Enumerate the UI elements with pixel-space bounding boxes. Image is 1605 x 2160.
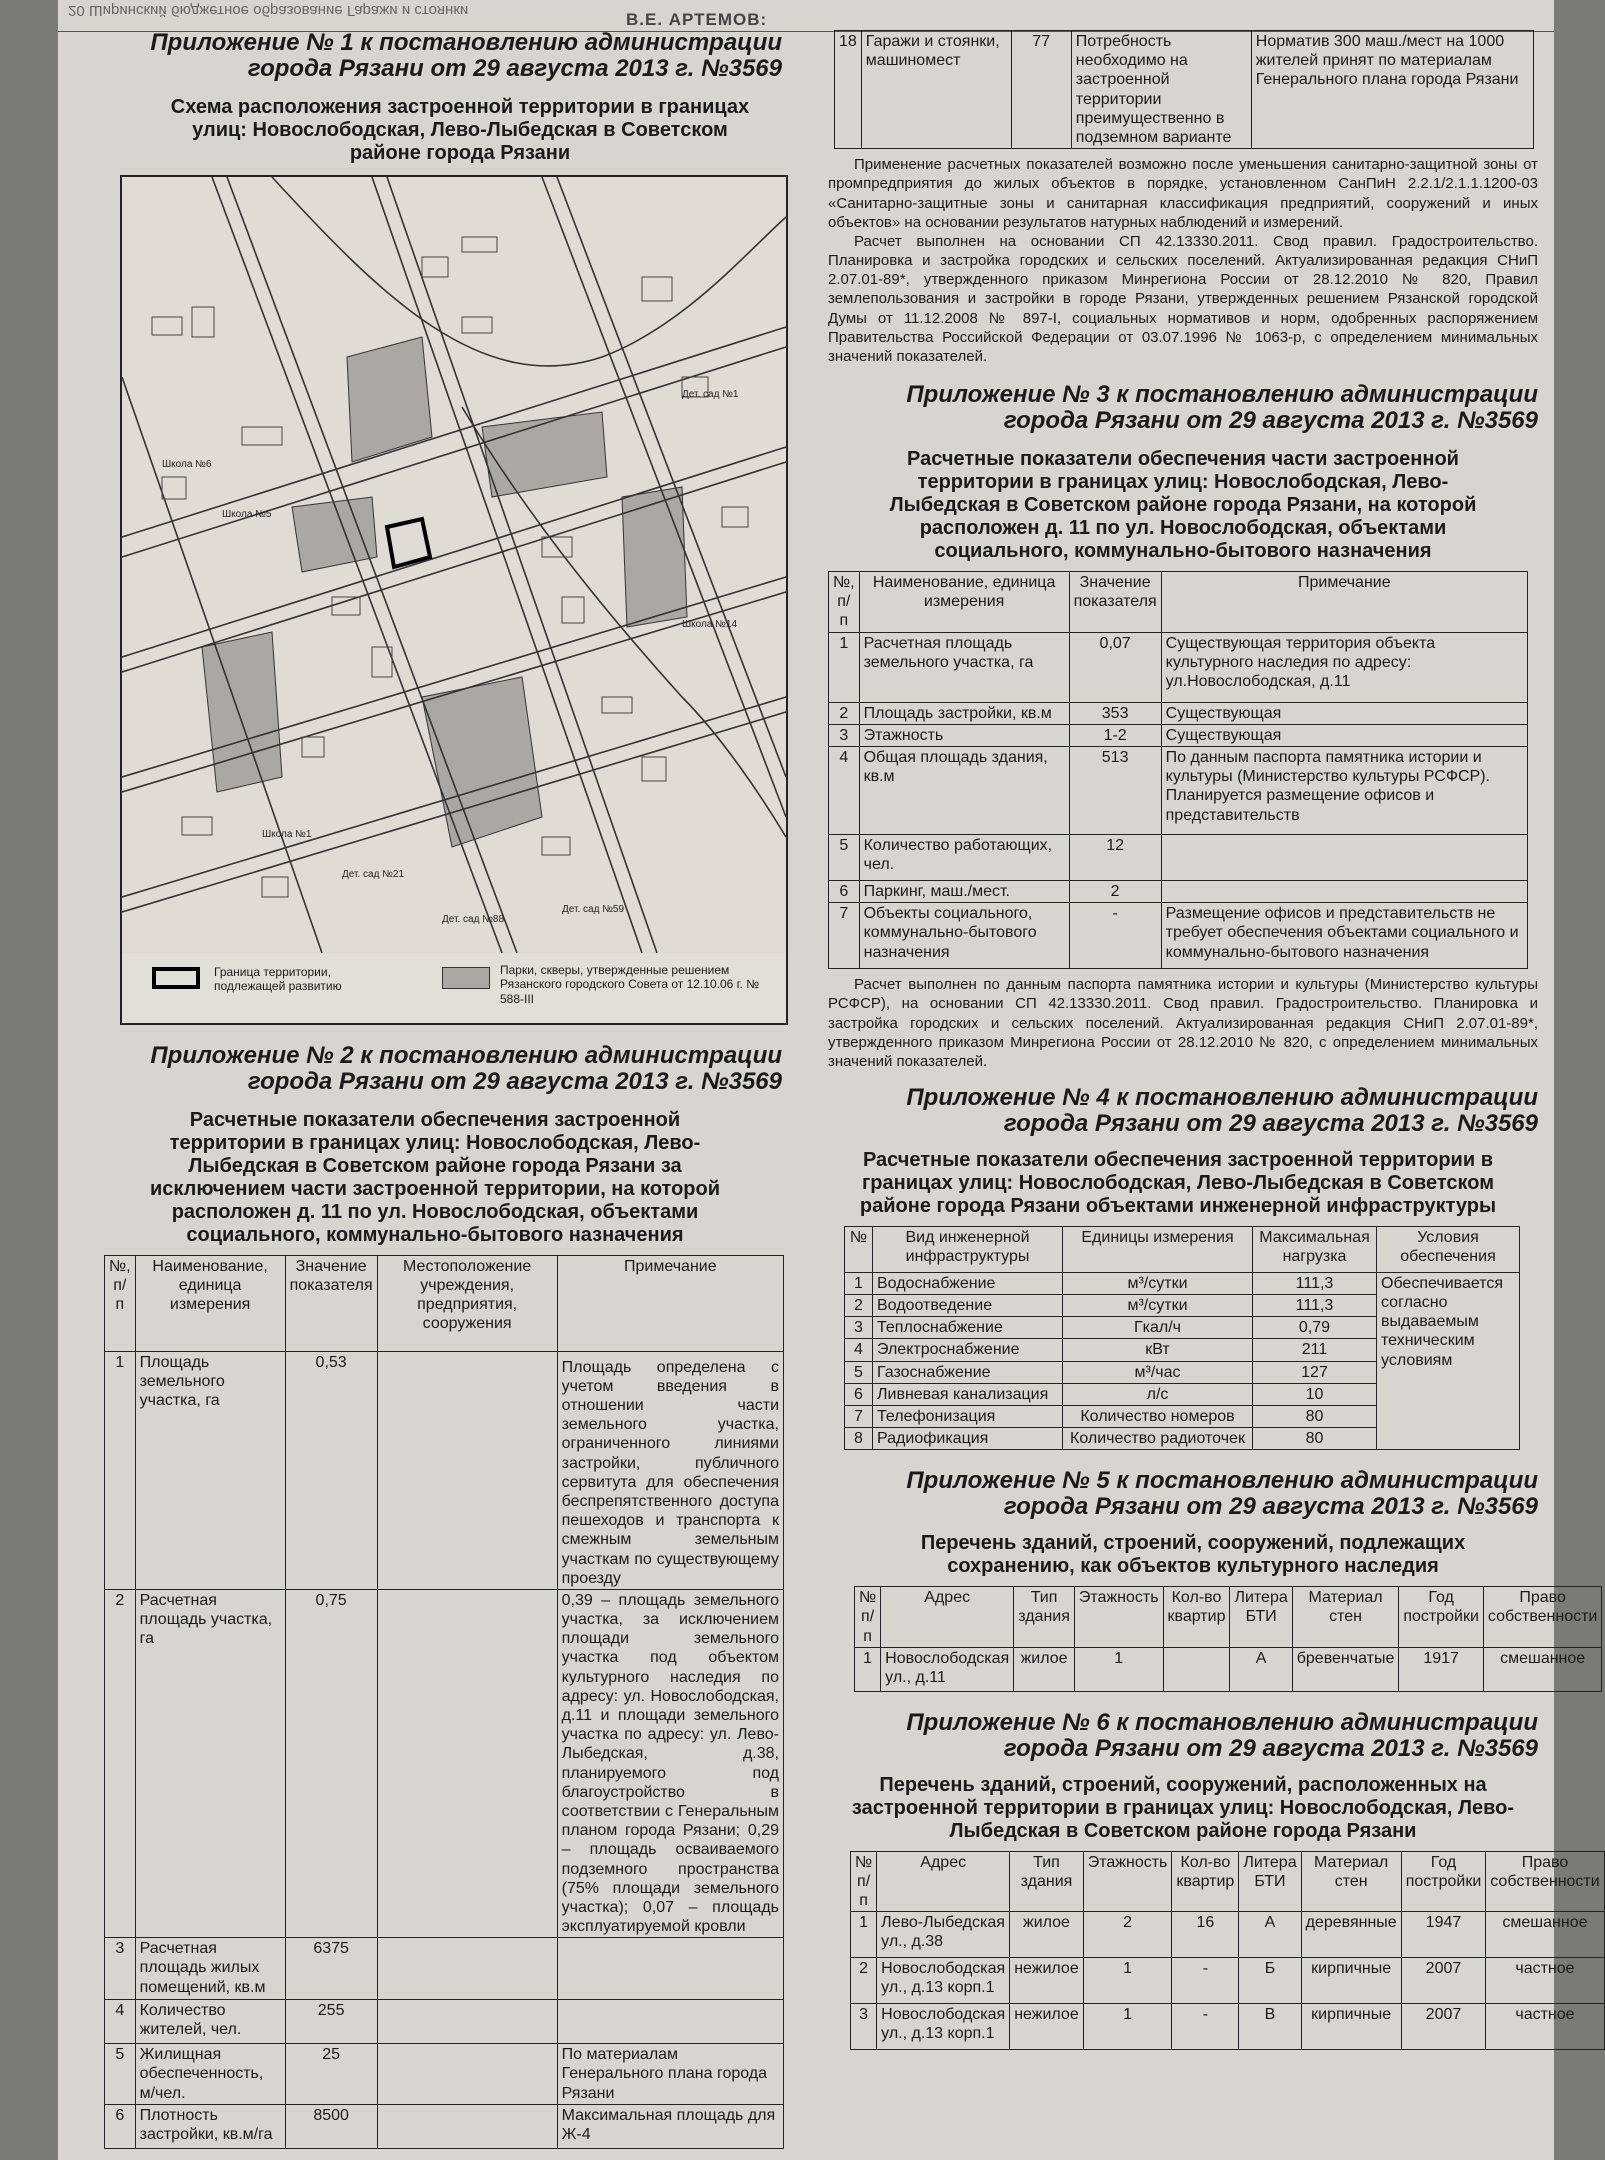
app6-table: [850, 1851, 1605, 2051]
app2-title: Расчетные показатели обеспечения застроенной территории в границах улиц: Новослободская, Лево-Лыбедская в Советском районе города Рязани за исключением части застроенной территории, на которой расположен д. 11 по ул. Новослободская, объектами социального, коммунально-бытового назначения: [149, 1108, 721, 1246]
table-row: 8 Радиофикация Количество радиоточек 80: [845, 1428, 1520, 1450]
table-header: Год постройки: [1401, 1851, 1486, 1912]
app2-heading: Приложение № 2 к постановлению администрации города Рязани от 29 августа 2013 г. №3569: [150, 1041, 782, 1095]
table-header: № п/п: [855, 1587, 881, 1648]
table-header: Значение показателя: [285, 1255, 377, 1351]
map-label: Школа №5: [222, 508, 272, 520]
app5-table: [854, 1586, 1602, 1692]
table-header: Примечание: [1161, 572, 1527, 633]
table-row: 4 Количество жителей, чел. 255: [105, 2000, 784, 2044]
table-row: 1 Площадь земельного участка, га 0,53 Площадь определена с учетом введения в отношении части земельного участка, ограниченного линиями застройки, публичного сервитута для обеспечения беспрепятственного доступа пешеходов и транспорта к смежным земельным участкам по существующему проезду: [105, 1351, 784, 1589]
table-header: Этажность: [1074, 1587, 1163, 1648]
table-header: №, п/п: [829, 572, 860, 633]
app2-table: [104, 1255, 784, 2149]
table-header: Максимальная нагрузка: [1253, 1226, 1377, 1272]
table-row: 2 Площадь застройки, кв.м 353 Существующая: [829, 702, 1528, 724]
table-header: Литера БТИ: [1230, 1587, 1292, 1648]
map-label: Школа №6: [162, 458, 212, 470]
app3-heading: Приложение № 3 к постановлению администрации города Рязани от 29 августа 2013 г. №3569: [906, 381, 1538, 435]
app3-table: [828, 571, 1528, 969]
map-label: Дет. сад №1: [682, 388, 739, 400]
legend-park-label: Парки, скверы, утвержденные решением Рязанского городского Совета от 12.10.06 г. № 588-III: [500, 962, 760, 1006]
app5-title: Перечень зданий, строений, сооружений, подлежащих сохранению, как объектов культурного наследия: [920, 1532, 1466, 1578]
table-header: Вид инженерной инфраструктуры: [873, 1226, 1063, 1272]
document-page: [58, 0, 1600, 2160]
table-row: 2 Водоотведение м³/сутки 111,3: [845, 1295, 1520, 1317]
table-header: №: [845, 1226, 873, 1272]
top-strip: [58, 0, 1554, 32]
table-header: №, п/п: [105, 1255, 136, 1351]
table-header: Наименование, единица измерения: [135, 1255, 285, 1351]
app6-heading: Приложение № 6 к постановлению администрации города Рязани от 29 августа 2013 г. №3569: [906, 1708, 1538, 1762]
app3-title: Расчетные показатели обеспечения части застроенной территории в границах улиц: Новослободская, Лево-Лыбедская в Советском районе города Рязани, на которой расположен д. 11 по ул. Новослободская, объектами социального, коммунально-бытового назначения: [889, 448, 1477, 562]
table-row: 2 Новослободская ул., д.13 корп.1 нежилое 1 - Б кирпичные 2007 частное: [851, 1958, 1605, 2004]
right-column: [828, 30, 1600, 2050]
table-row: 4 Общая площадь здания, кв.м 513 По данным паспорта памятника истории и культуры (Министерство культуры РСФСР). Планируется размещение офисов и представительств: [829, 746, 1528, 834]
table-header: Литера БТИ: [1239, 1851, 1301, 1912]
table-header: Адрес: [877, 1851, 1010, 1912]
table-row: 2 Расчетная площадь участка, га 0,75 0,39 – площадь земельного участка, за исключением площади земельного участка под объектом культурного наследия по адресу: ул. Новослободская, д.11 и площади земельного участка по адресу: ул. Лево-Лыбедская, д.38, планируемого под благоустройство в соответствии с Генеральным планом города Рязани; 0,29 – площадь осваиваемого подземного пространства (75% площади земельного участка); 0,07 – площадь эксплуатируемой кровли: [105, 1589, 784, 1937]
table-header: Условия обеспечения: [1377, 1226, 1520, 1272]
map-label: Дет. сад №59: [562, 903, 625, 915]
app4-conditions: Обеспечивается согласно выдаваемым техническим условиям: [1377, 1272, 1520, 1450]
table-header: Тип здания: [1010, 1851, 1084, 1912]
app2-continuation-table: [834, 30, 1534, 149]
app1-title: Схема расположения застроенной территории в границах улиц: Новослободская, Лево-Лыбедская в Советском районе города Рязани: [170, 95, 750, 164]
table-header: Примечание: [557, 1255, 783, 1351]
app6-title: Перечень зданий, строений, сооружений, расположенных на застроенной территории в границах улиц: Новослободская, Лево-Лыбедская в Советском районе города Рязани: [851, 1773, 1515, 1842]
map-legend: [122, 953, 786, 1023]
table-header: Этажность: [1083, 1851, 1172, 1912]
left-column: [100, 30, 800, 2149]
table-row: 1 Расчетная площадь земельного участка, га 0,07 Существующая территория объекта культурного наследия по адресу: ул.Новослободская, д.11: [829, 632, 1528, 702]
mirrored-header-text: 20 Ширинский бюджетное образование Гаражи и стоянки: [68, 2, 469, 19]
signature: В.Е. АРТЕМОВ:: [626, 10, 768, 29]
table-header: Право собственности: [1486, 1851, 1604, 1912]
table-header: Тип здания: [1014, 1587, 1075, 1648]
legend-park-icon: [442, 967, 490, 989]
table-row: 3 Теплоснабжение Гкал/ч 0,79: [845, 1317, 1520, 1339]
table-header: Кол-во квартир: [1172, 1851, 1239, 1912]
table-row: 3 Новослободская ул., д.13 корп.1 нежилое 1 - В кирпичные 2007 частное: [851, 2004, 1605, 2050]
table-header: Право собственности: [1483, 1587, 1601, 1648]
table-row: 4 Электроснабжение кВт 211: [845, 1339, 1520, 1361]
map-label: Школа №1: [262, 828, 312, 840]
app5-heading: Приложение № 5 к постановлению администрации города Рязани от 29 августа 2013 г. №3569: [906, 1467, 1538, 1521]
table-header: Наименование, единица измерения: [859, 572, 1069, 633]
table-header: Год постройки: [1399, 1587, 1484, 1648]
map-label: Дет. сад №88: [442, 913, 505, 925]
app2-note-1: Применение расчетных показателей возможно после уменьшения санитарно-защитной зоны от промпредприятия до жилых объектов в порядке, установленном СанПиН 2.2.1/2.1.1.1200-03 «Санитарно-защитные зоны и санитарная классификация предприятий, сооружений и иных объектов» на основании результатов натурных наблюдений и измерений.: [828, 156, 1538, 231]
table-row: 6 Плотность застройки, кв.м/га 8500 Максимальная площадь для Ж-4: [105, 2104, 784, 2148]
table-header: Единицы измерения: [1063, 1226, 1253, 1272]
table-row: 3 Расчетная площадь жилых помещений, кв.м 6375: [105, 1938, 784, 2000]
app4-table: [844, 1226, 1520, 1451]
app4-title: Расчетные показатели обеспечения застроенной территории в границах улиц: Новослободская, Лево-Лыбедская в Советском районе города Рязани объектами инженерной инфраструктуры: [859, 1148, 1497, 1217]
table-row: 18 Гаражи и стоянки, машиномест 77 Потребность необходимо на застроенной территории преимущественно в подземном варианте Норматив 300 маш./мест на 1000 жителей принят по материалам Генерального плана города Рязани: [835, 31, 1534, 149]
table-row: 1 Лево-Лыбедская ул., д.38 жилое 2 16 А деревянные 1947 смешанное: [851, 1912, 1605, 1958]
table-header: Кол-во квартир: [1163, 1587, 1230, 1648]
table-header: Материал стен: [1292, 1587, 1399, 1648]
table-row: 5 Количество работающих, чел. 12: [829, 834, 1528, 880]
table-row: 5 Газоснабжение м³/час 127: [845, 1361, 1520, 1383]
table-row: 7 Объекты социального, коммунально-бытового назначения - Размещение офисов и представительств не требует обеспечения объектами социального и коммунально-бытового назначения: [829, 903, 1528, 969]
map-label: Дет. сад №21: [342, 868, 405, 880]
legend-border-icon: [152, 967, 200, 989]
table-row: 5 Жилищная обеспеченность, м/чел. 25 По материалам Генерального плана города Рязани: [105, 2044, 784, 2105]
table-row: 7 Телефонизация Количество номеров 80: [845, 1406, 1520, 1428]
table-row: 6 Ливневая канализация л/с 10: [845, 1383, 1520, 1405]
app4-heading: Приложение № 4 к постановлению администрации города Рязани от 29 августа 2013 г. №3569: [906, 1084, 1538, 1137]
map-scheme: [120, 175, 788, 1025]
table-row: 1 Водоснабжение м³/сутки 111,3 Обеспечивается согласно выдаваемым техническим условиям: [845, 1272, 1520, 1294]
legend-border-label: Граница территории, подлежащей развитию: [214, 964, 342, 994]
app3-note: Расчет выполнен по данным паспорта памятника истории и культуры (Министерство культуры РСФСР), на основании СП 42.13330.2011. Свод правил. Градостроительство. Планировка и застройка городских и сельских поселений. Актуализированная редакция СНиП 2.07.01-89*, утвержденного приказом Минрегиона России от 28.12.2010 № 820, с определением минимальных значений показателей.: [828, 976, 1538, 1070]
table-header: Местоположение учреждения, предприятия, сооружения: [377, 1255, 557, 1351]
table-header: Адрес: [881, 1587, 1014, 1648]
table-row: 3 Этажность 1-2 Существующая: [829, 724, 1528, 746]
table-row: 1 Новослободская ул., д.11 жилое 1 А бревенчатые 1917 смешанное: [855, 1647, 1602, 1691]
app1-heading: Приложение № 1 к постановлению администрации города Рязани от 29 августа 2013 г. №3569: [150, 29, 782, 82]
table-header: Материал стен: [1301, 1851, 1401, 1912]
table-header: № п/п: [851, 1851, 877, 1912]
table-row: 6 Паркинг, маш./мест. 2: [829, 880, 1528, 902]
app2-note-2: Расчет выполнен на основании СП 42.13330.2011. Свод правил. Градостроительство. Планировка и застройка городских и сельских поселений. Актуализированная редакция СНиП 2.07.01-89*, утвержденного приказом Минрегиона России от 28.12.2010 № 820, Правил землепользования и застройки в городе Рязани, утвержденных решением Рязанской городской Думы от 11.12.2008 № 897-I, социальных нормативов и норм, одобренных распоряжением Правительства Российской Федерации от 03.07.1996 № 1063-р, с определением минимальных значений показателей.: [828, 232, 1538, 365]
table-header: Значение показателя: [1069, 572, 1161, 633]
street-map-svg: [122, 177, 786, 953]
map-label: Школа №14: [682, 618, 738, 630]
